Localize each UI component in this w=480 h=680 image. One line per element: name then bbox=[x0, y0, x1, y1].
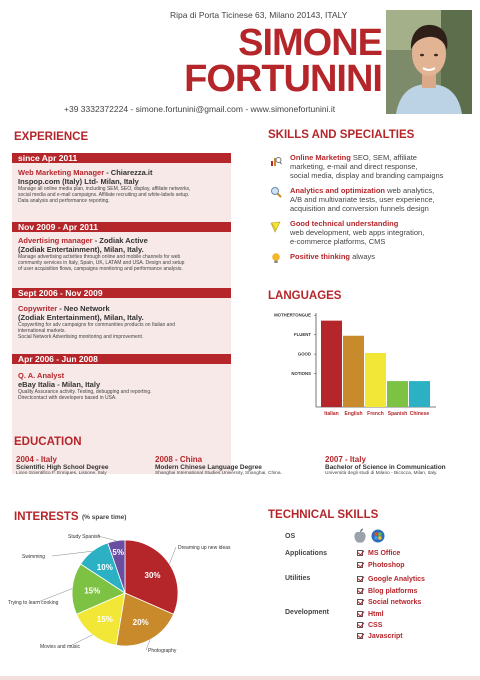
skill-detail: web analytics, bbox=[385, 186, 435, 195]
skill-item bbox=[290, 219, 475, 246]
experience-role: Q. A. Analyst bbox=[18, 371, 65, 380]
skill-title: Good technical understanding bbox=[290, 219, 399, 228]
check-icon bbox=[357, 550, 363, 556]
tech-item: Social networks bbox=[357, 599, 421, 606]
pie-value-label: 20% bbox=[132, 617, 149, 627]
pie-category-label: Dreaming up new ideas bbox=[178, 545, 231, 551]
y-tick-label: MOTHERTONGUE bbox=[274, 312, 311, 318]
education-year: 2004 - Italy bbox=[16, 455, 57, 464]
interests-subtitle: (% spare time) bbox=[82, 514, 127, 521]
skill-detail: web development, web apps integration, bbox=[290, 228, 425, 237]
experience-role: Copywriter bbox=[18, 304, 58, 313]
experience-desc: Copywriting for adv campaigns for communities products on Italian and bbox=[18, 322, 176, 328]
education-degree: Scientific High School Degree bbox=[16, 464, 109, 471]
address: Ripa di Porta Ticinese 63, Milano 20143, ITALY bbox=[170, 10, 348, 20]
education-year: 2007 - Italy bbox=[325, 455, 366, 464]
x-tick-label: French bbox=[367, 411, 384, 417]
education-school: Università degli studi di Milano - Bicocca, Milan, Italy. bbox=[325, 471, 438, 476]
pie-category-label: Photography bbox=[148, 648, 177, 654]
windows-icon bbox=[371, 529, 385, 543]
check-icon bbox=[357, 599, 363, 605]
tech-item: Google Analytics bbox=[357, 576, 425, 583]
applications-label: Applications bbox=[285, 550, 328, 557]
experience-company-line: (Zodiak Entertainment), Milan, Italy. bbox=[18, 245, 144, 254]
last-name: FORTUNINI bbox=[184, 58, 382, 100]
experience-company-line: (Zodiak Entertainment), Milan, Italy. bbox=[18, 313, 144, 322]
interests-title: INTERESTS bbox=[14, 511, 79, 523]
experience-item bbox=[18, 371, 228, 401]
pie-value-label: 15% bbox=[84, 586, 101, 596]
languages-chart bbox=[266, 305, 446, 425]
experience-role: Advertising manager bbox=[18, 236, 93, 245]
experience-desc: of user acquisition flows, campaigns monitoring and performance analysis. bbox=[18, 266, 183, 273]
bar bbox=[409, 381, 430, 407]
tech-item: CSS bbox=[357, 622, 382, 629]
experience-desc: Data analysis and performance reporting. bbox=[18, 198, 110, 205]
experience-desc: international markets. bbox=[18, 328, 66, 335]
pie-value-label: 5% bbox=[112, 548, 124, 558]
magnifier-icon bbox=[270, 185, 282, 197]
contact-line: +39 3332372224 - simone.fortunini@gmail.com - www.simonefortunini.it bbox=[64, 104, 336, 114]
bar bbox=[321, 321, 342, 407]
education-degree: Bachelor of Science in Communication bbox=[325, 464, 446, 471]
experience-item bbox=[18, 168, 228, 205]
experience-desc: community services in Italy, Spain, UK, LATAM and USA. Design and setup bbox=[18, 260, 185, 267]
experience-desc: Directcontact with developers based in USA. bbox=[18, 395, 117, 402]
skills-title: SKILLS AND SPECIALTIES bbox=[268, 129, 415, 141]
skill-title: Analytics and optimization bbox=[290, 186, 386, 195]
first-name: SIMONE bbox=[238, 22, 382, 64]
experience-desc: Quality Assurance activity. Testing, debugging and reporting. bbox=[18, 389, 152, 395]
skill-detail: marketing, e-mail and direct response, bbox=[290, 162, 418, 171]
technical-title: TECHNICAL SKILLS bbox=[268, 509, 379, 521]
experience-role: Web Marketing Manager bbox=[18, 168, 105, 177]
tech-item: Html bbox=[357, 611, 384, 618]
experience-company: - Chiarezza.it bbox=[104, 168, 153, 177]
education-item bbox=[325, 455, 475, 476]
experience-item bbox=[18, 236, 228, 273]
pencil-icon bbox=[270, 220, 282, 232]
skill-item bbox=[290, 252, 475, 261]
leader-line bbox=[98, 536, 116, 541]
bar bbox=[365, 353, 386, 407]
skill-item bbox=[290, 153, 475, 180]
languages-title: LANGUAGES bbox=[268, 290, 342, 302]
check-icon bbox=[357, 633, 363, 639]
tech-item: Blog platforms bbox=[357, 588, 417, 595]
x-tick-label: Chinese bbox=[409, 411, 430, 417]
experience-period: Apr 2006 - Jun 2008 bbox=[12, 354, 231, 364]
experience-company: - Zodiak Active bbox=[92, 236, 148, 245]
experience-item bbox=[18, 304, 228, 341]
os-label: OS bbox=[285, 533, 296, 540]
leader-line bbox=[169, 547, 176, 564]
chart-magnifier-icon bbox=[270, 154, 282, 166]
education-item bbox=[16, 455, 156, 476]
profile-photo bbox=[386, 10, 472, 114]
education-year: 2008 - China bbox=[155, 455, 203, 464]
pie-value-label: 15% bbox=[96, 614, 113, 624]
pie-category-label: Movies and music bbox=[40, 644, 81, 650]
check-icon bbox=[357, 611, 363, 617]
skill-detail: SEO, SEM, affiliate bbox=[350, 153, 417, 162]
pie-value-label: 10% bbox=[96, 563, 113, 573]
y-tick-label: NOTIONS bbox=[291, 371, 311, 377]
x-tick-label: Italian bbox=[324, 411, 339, 417]
check-icon bbox=[357, 622, 363, 628]
pie-category-label: Study Spanish bbox=[68, 534, 101, 540]
experience-period: Nov 2009 - Apr 2011 bbox=[12, 222, 231, 232]
check-icon bbox=[357, 562, 363, 568]
experience-period: Sept 2006 - Nov 2009 bbox=[12, 288, 231, 298]
experience-desc: Manage advertising activities through online and mobile channels for web bbox=[18, 254, 181, 260]
skill-detail: e-commerce platforms, CMS bbox=[290, 237, 386, 246]
tech-item: Photoshop bbox=[357, 562, 405, 569]
education-school: Liceo Scientifico F. Enriques, Lissone, Italy bbox=[16, 471, 107, 476]
pie-value-label: 30% bbox=[144, 571, 161, 581]
education-title: EDUCATION bbox=[14, 436, 82, 448]
skill-detail: social media, display and branding campaigns bbox=[290, 171, 444, 180]
experience-title: EXPERIENCE bbox=[14, 131, 89, 143]
experience-desc: social media and e-mail campaigns. Affiliate recruiting and white-labels setup. bbox=[18, 192, 190, 199]
experience-desc: Social Network Advertising monitoring and improvement. bbox=[18, 334, 144, 341]
bar bbox=[387, 381, 408, 407]
y-tick-label: GOOD bbox=[297, 351, 311, 357]
pie-category-label: Swimming bbox=[22, 554, 46, 560]
skill-item bbox=[290, 186, 475, 213]
lightbulb-icon bbox=[270, 251, 282, 263]
pie-category-label: Trying to learn cooking bbox=[8, 600, 59, 606]
apple-icon bbox=[353, 528, 367, 544]
x-tick-label: Spanish bbox=[387, 411, 408, 417]
skill-title: Positive thinking bbox=[290, 252, 351, 261]
y-tick-label: FLUENT bbox=[294, 332, 311, 338]
check-icon bbox=[357, 588, 363, 594]
leader-line bbox=[52, 551, 92, 556]
tech-item: MS Office bbox=[357, 550, 400, 557]
development-label: Development bbox=[285, 609, 329, 616]
skill-detail: A/B and multivariate tests, user experience, bbox=[290, 195, 435, 204]
page-bottom-rule bbox=[0, 676, 480, 680]
experience-period: since Apr 2011 bbox=[12, 153, 231, 163]
utilities-label: Utilities bbox=[285, 575, 311, 582]
bar bbox=[343, 336, 364, 407]
experience-company-line: Inspop.com (Italy) Ltd- Milan, Italy bbox=[18, 177, 139, 186]
skill-title: Online Marketing bbox=[290, 153, 351, 162]
education-item bbox=[155, 455, 325, 476]
experience-company: - Neo Network bbox=[57, 304, 110, 313]
experience-company-line: eBay Italia - Milan, Italy bbox=[18, 380, 101, 389]
interests-pie-chart bbox=[0, 528, 260, 668]
x-tick-label: English bbox=[344, 411, 363, 417]
skill-detail: always bbox=[350, 252, 376, 261]
tech-item: Javascript bbox=[357, 633, 403, 640]
education-degree: Modern Chinese Language Degree bbox=[155, 464, 262, 471]
experience-desc: Manage all online media plan, including SEM, SEO, display, affiliate networks, bbox=[18, 186, 191, 192]
skill-detail: acquisition and conversion funnels design bbox=[290, 204, 429, 213]
education-school: Shanghai International Studies University, Shanghai, China. bbox=[155, 471, 282, 476]
check-icon bbox=[357, 576, 363, 582]
